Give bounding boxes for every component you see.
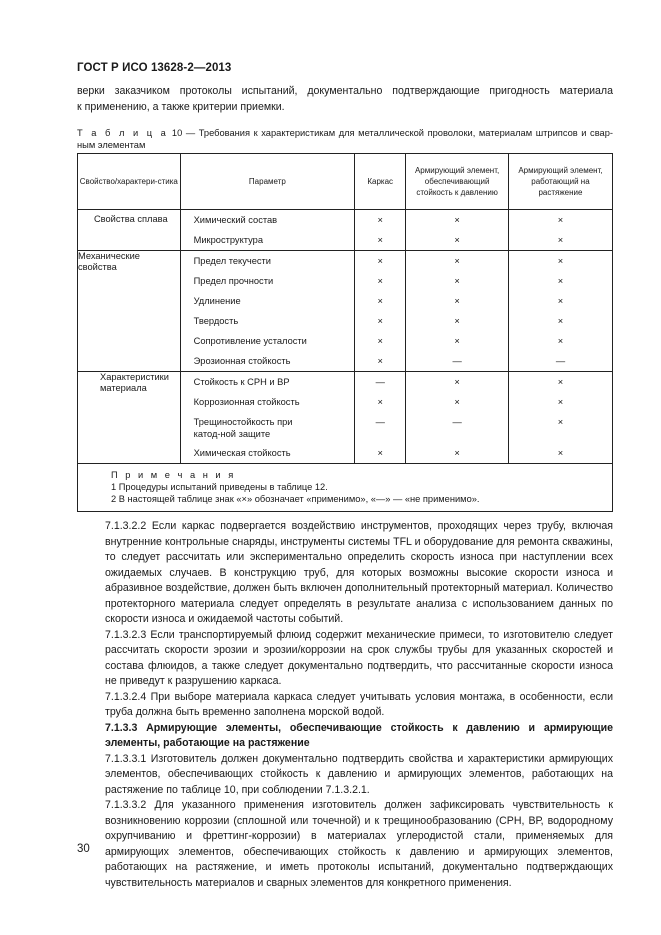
- col-header-pressure-armour: Армирующий элемент, обеспечивающий стойкость к давлению: [406, 154, 509, 210]
- notes-title: П р и м е ч а н и я: [111, 470, 236, 480]
- note-2: 2 В настоящей таблице знак «×» обозначает «применимо», «—» — «не применимо».: [111, 494, 480, 504]
- mark: —: [555, 356, 566, 366]
- mark: ×: [557, 215, 564, 225]
- table-notes-row: [78, 464, 613, 512]
- mark: ×: [377, 356, 383, 366]
- table-group-row: [78, 210, 613, 251]
- paragraph-7-1-3-2-3: 7.1.3.2.3 Если транспортируемый флюид содержит механические примеси, то изготовителю следует рассчитать скорости эрозии и эрозии/коррозии на срок службы трубы для указанных скоростей и состава флюидов, а также следует документально подтвердить, что рассчитанные скорости износа не приведут к разрушению каркаса.: [105, 628, 613, 687]
- paragraph-7-1-3-3-2: 7.1.3.3.2 Для указанного применения изготовитель должен зафиксировать чувствительность к возникновению коррозии (сплошной или точечной) и к трещинообразованию (СРН, ВР, водородному охрупчиванию и фреттинг-коррозии) в материалах углеродистой стали, применяемых для армирующих элементов, обеспечивающих стойкость к давлению и армирующих элементов, работающих на растяжение, и иметь протоколы испытаний, документально подтверждающих чувствительность материалов и сварных элементов для конкретного применения.: [105, 799, 613, 889]
- intro-line-2: к применению, а также критерии приемки.: [77, 101, 285, 113]
- section-heading-7-1-3-3: [77, 721, 613, 752]
- group-name: Свойства сплава: [78, 210, 181, 251]
- param-text: Предел прочности: [193, 276, 274, 286]
- pressure-cell: [406, 251, 509, 372]
- param-text: Сопротивление усталости: [193, 336, 307, 346]
- col-header-carcass: Каркас: [355, 154, 406, 210]
- table-group-row: [78, 372, 613, 464]
- table-caption-line2: ным элементам: [77, 140, 146, 150]
- mark: ×: [557, 397, 564, 407]
- section-heading-text: 7.1.3.3 Армирующие элементы, обеспечивающие стойкость к давлению и армирующие элементы, работающие на растяжение: [105, 721, 613, 749]
- mark: ×: [557, 417, 564, 427]
- tensile-cell: [508, 251, 612, 372]
- param-cell: [180, 210, 355, 251]
- mark: ×: [454, 448, 460, 458]
- mark: ×: [454, 316, 460, 326]
- mark: ×: [557, 336, 564, 346]
- mark: ×: [377, 296, 383, 306]
- mark: —: [452, 417, 462, 427]
- mark: ×: [557, 448, 564, 458]
- mark: ×: [557, 235, 564, 245]
- param-text: Трещиностойкость при катод-ной защите: [193, 417, 293, 439]
- table-caption: [77, 127, 613, 151]
- mark: —: [375, 377, 385, 387]
- param-text: Химическая стойкость: [193, 448, 291, 458]
- mark: ×: [377, 397, 383, 407]
- requirements-table: [77, 153, 613, 512]
- param-cell: [180, 372, 355, 464]
- mark: ×: [377, 276, 383, 286]
- carcass-cell: [355, 210, 406, 251]
- intro-line-1: верки заказчиком протоколы испытаний, документально подтверждающие пригодность материала: [77, 85, 613, 97]
- paragraph-7-1-3-3-1: 7.1.3.3.1 Изготовитель должен документально подтвердить свойства и характеристики армирующих элементов, обеспечивающих стойкость к давлению и армирующих элементов, работающих на растяжение по таблице 10, при соблюдении 7.1.3.2.1.: [105, 752, 613, 796]
- param-text: Предел текучести: [193, 256, 271, 266]
- mark: ×: [377, 215, 383, 225]
- param-text: Удлинение: [193, 296, 241, 306]
- mark: ×: [557, 377, 564, 387]
- param-cell: [180, 251, 355, 372]
- table-notes: [78, 464, 613, 512]
- table-group-row: [78, 251, 613, 372]
- mark: ×: [377, 316, 383, 326]
- param-text: Микроструктура: [193, 235, 263, 245]
- mark: ×: [377, 336, 383, 346]
- pressure-cell: [406, 372, 509, 464]
- param-text: Твердость: [193, 316, 239, 326]
- pressure-cell: [406, 210, 509, 251]
- param-text: Стойкость к СРН и ВР: [193, 377, 290, 387]
- mark: ×: [454, 296, 460, 306]
- mark: ×: [454, 215, 460, 225]
- mark: ×: [557, 296, 564, 306]
- page-number: 30: [77, 843, 90, 855]
- carcass-cell: [355, 251, 406, 372]
- tensile-cell: [508, 372, 612, 464]
- mark: ×: [557, 256, 564, 266]
- table-header-row: [78, 154, 613, 210]
- mark: —: [375, 417, 385, 427]
- paragraph-7-1-3-2-2: 7.1.3.2.2 Если каркас подвергается воздействию инструментов, проходящих через трубу, включая внутренние контрольные снаряды, инструменты системы TFL и оборудование для ремонта скважины, то следует рассчитать или экспериментально определить скорость износа при наступлении всех ожидаемых случаев. В конструкцию труб, для которых возможны высокие скорости износа и абразивное воздействие, должен быть включен дополнительный протекторный материал. Количество протекторного материала следует определять в результате анализа с использованием данных по скорости износа и ожидаемой частоты событий.: [105, 520, 613, 625]
- mark: ×: [377, 235, 383, 245]
- intro-paragraph: [77, 83, 613, 115]
- table-caption-label: Т а б л и ц а: [77, 128, 169, 138]
- param-text: Химический состав: [193, 215, 278, 225]
- note-1: 1 Процедуры испытаний приведены в таблице 12.: [111, 482, 328, 492]
- body-text: [77, 519, 613, 891]
- param-text: Эрозионная стойкость: [193, 356, 291, 366]
- carcass-cell: [355, 372, 406, 464]
- paragraph-7-1-3-2-4: 7.1.3.2.4 При выборе материала каркаса следует учитывать условия монтажа, в особенности, если труба должна быть временно заполнена морской водой.: [105, 690, 613, 718]
- mark: ×: [557, 276, 564, 286]
- document-header: ГОСТ Р ИСО 13628-2—2013: [77, 62, 232, 74]
- mark: ×: [557, 316, 564, 326]
- param-text: Коррозионная стойкость: [193, 397, 300, 407]
- mark: ×: [377, 448, 383, 458]
- mark: ×: [454, 397, 460, 407]
- group-name: Характеристики материала: [78, 372, 181, 464]
- mark: —: [452, 356, 462, 366]
- mark: ×: [454, 235, 460, 245]
- col-header-tensile-armour: Армирующий элемент, работающий на растяжение: [508, 154, 612, 210]
- col-header-parameter: Параметр: [180, 154, 355, 210]
- group-name: Механические свойства: [78, 251, 181, 372]
- mark: ×: [454, 336, 460, 346]
- mark: ×: [454, 377, 460, 387]
- table-caption-text: 10 — Требования к характеристикам для металлической проволоки, материалам штрипсов и свар-: [168, 128, 613, 138]
- col-header-property: Свойство/характери-стика: [78, 154, 181, 210]
- tensile-cell: [508, 210, 612, 251]
- mark: ×: [454, 276, 460, 286]
- mark: ×: [454, 256, 460, 266]
- mark: ×: [377, 256, 383, 266]
